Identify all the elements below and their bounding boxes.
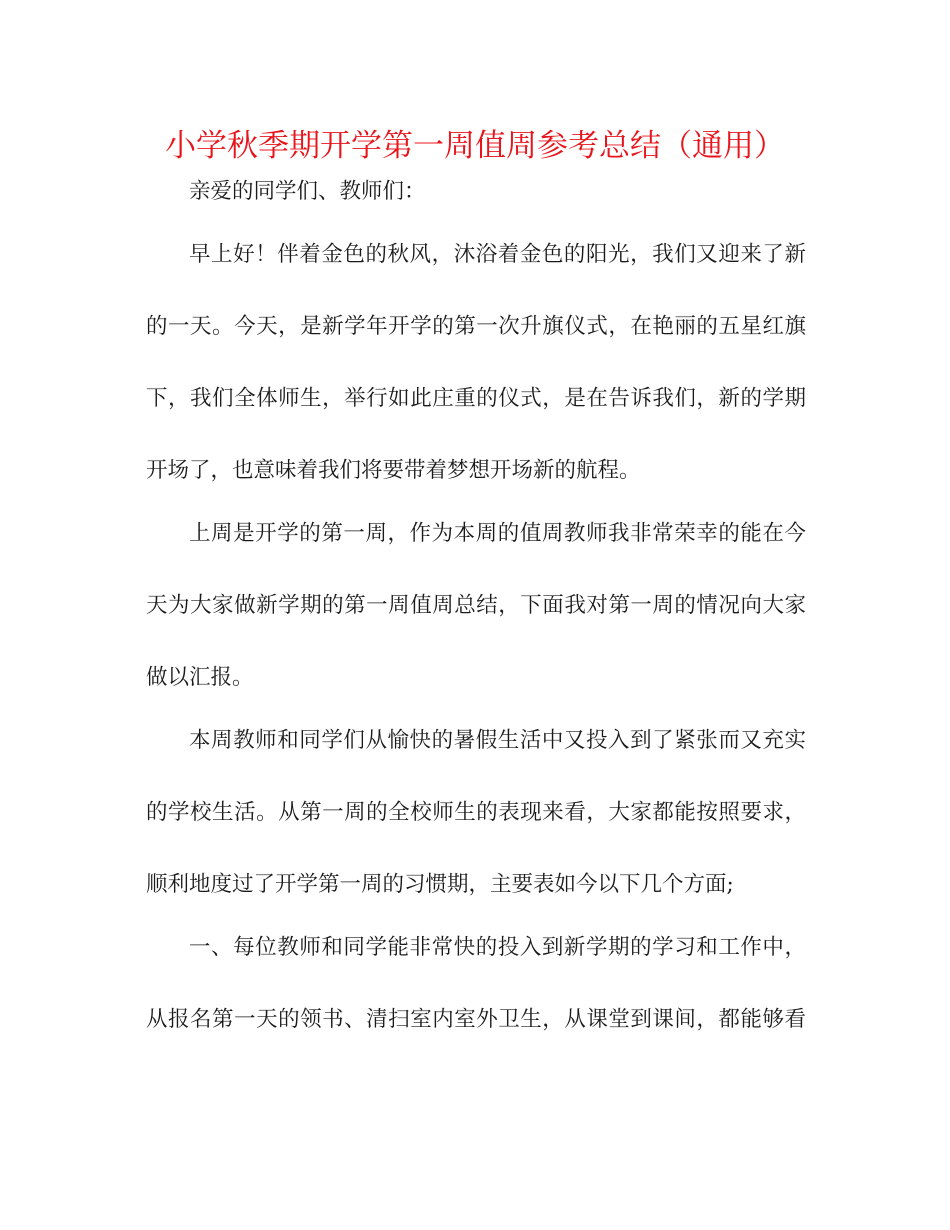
paragraph-line: 早上好！伴着金色的秋风，沐浴着金色的阳光，我们又迎来了新 bbox=[189, 242, 806, 267]
paragraph-line: 本周教师和同学们从愉快的暑假生活中又投入到了紧张而又充实 bbox=[189, 728, 806, 753]
paragraph-line: 下，我们全体师生，举行如此庄重的仪式，是在告诉我们，新的学期 bbox=[146, 386, 806, 411]
paragraph-line: 开场了，也意味着我们将要带着梦想开场新的航程。 bbox=[146, 458, 641, 483]
paragraph-line: 从报名第一天的领书、清扫室内室外卫生，从课堂到课间，都能够看 bbox=[146, 1007, 806, 1032]
paragraph-line: 一、每位教师和同学能非常快的投入到新学期的学习和工作中， bbox=[189, 935, 806, 960]
paragraph-line: 顺利地度过了开学第一周的习惯期，主要表如今以下几个方面; bbox=[146, 872, 734, 897]
paragraph-line: 的学校生活。从第一周的全校师生的表现来看，大家都能按照要求， bbox=[146, 800, 806, 825]
paragraph-line: 做以汇报。 bbox=[146, 665, 254, 690]
paragraph-line: 上周是开学的第一周，作为本周的值周教师我非常荣幸的能在今 bbox=[189, 521, 806, 546]
paragraph-line: 的一天。今天，是新学年开学的第一次升旗仪式，在艳丽的五星红旗 bbox=[146, 314, 806, 339]
greeting-line: 亲爱的同学们、教师们： bbox=[189, 179, 426, 204]
paragraph-line: 天为大家做新学期的第一周值周总结，下面我对第一周的情况向大家 bbox=[146, 593, 806, 618]
document-title: 小学秋季期开学第一周值周参考总结（通用） bbox=[165, 128, 785, 164]
